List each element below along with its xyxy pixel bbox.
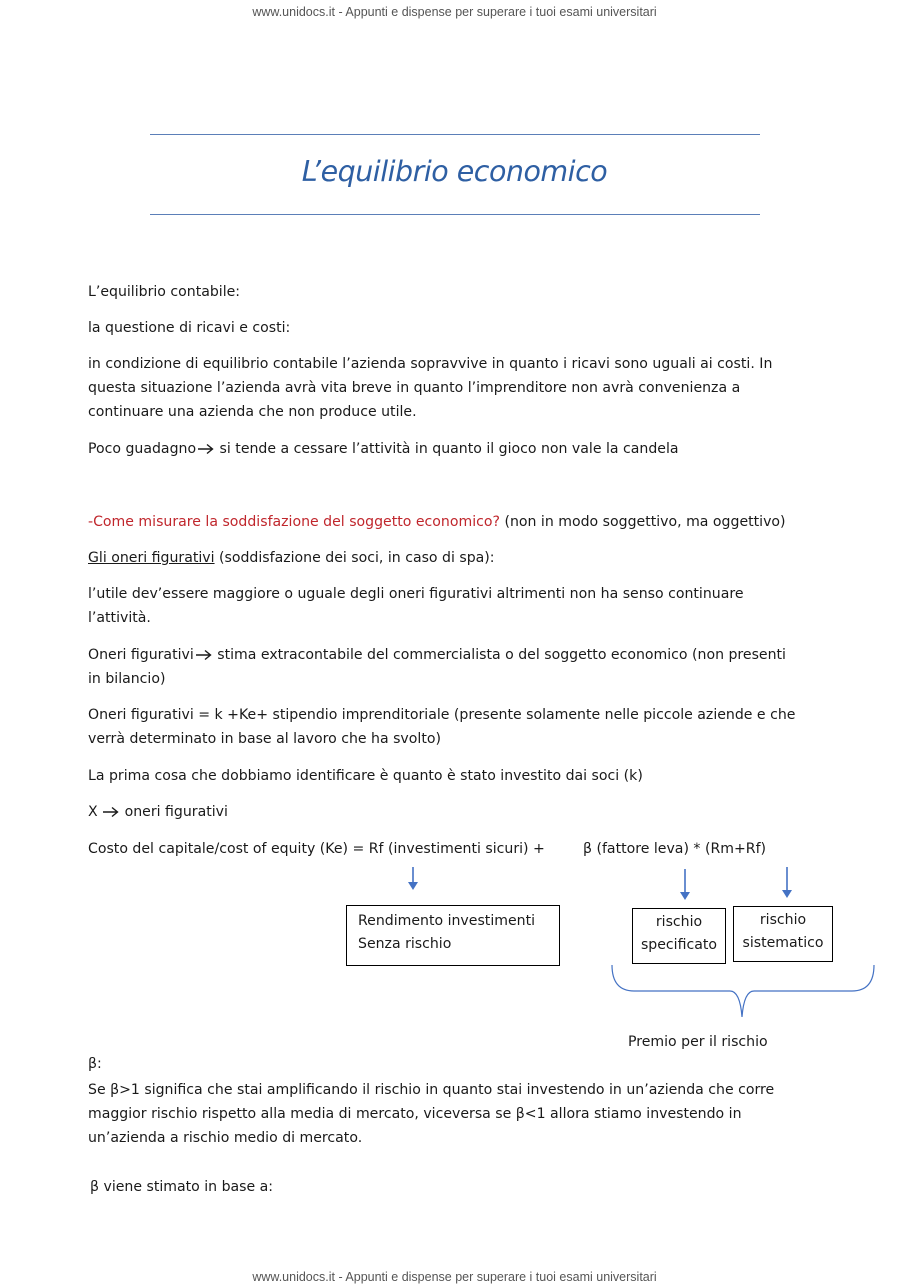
brace-connector (606, 962, 880, 1020)
cost-of-equity-left: Costo del capitale/cost of equity (Ke) = Rf (investimenti sicuri) + (88, 841, 545, 857)
oneri-figurativi-heading: Gli oneri figurativi (88, 550, 215, 566)
paragraph-come-misurare (88, 510, 828, 534)
paragraph-equilibrio-contabile: L’equilibrio contabile: (88, 284, 241, 300)
question-highlight: -Come misurare la soddisfazione del soggetto economico? (88, 514, 500, 530)
arrow-right-icon (102, 806, 120, 818)
stima-text: stima extracontabile del commercialista o del soggetto economico (non presenti (212, 647, 786, 663)
oneri-figurativi-note: (soddisfazione dei soci, in caso di spa): (214, 550, 495, 566)
box-rischio-sistematico (733, 906, 833, 962)
premio-rischio-label: Premio per il rischio (628, 1034, 768, 1050)
beta-line3: un’azienda a rischio medio di mercato. (88, 1130, 363, 1146)
paragraph-condizione-line3: continuare una azienda che non produce utile. (88, 404, 417, 420)
title-rule-bottom (150, 214, 760, 215)
paragraph-stima-line2: in bilancio) (88, 671, 166, 687)
paragraph-formula-line2: verrà determinato in base al lavoro che ha svolto) (88, 731, 441, 747)
beta-formula: β (fattore leva) * (Rm+Rf) (583, 841, 767, 857)
page-title: L’equilibrio economico (301, 155, 608, 188)
beta-line1: Se β>1 significa che stai amplificando il rischio in quanto stai investendo in un’azienda che corre (88, 1082, 775, 1098)
paragraph-condizione-line1: in condizione di equilibrio contabile l’azienda sopravvive in quanto i ricavi sono uguali ai costi. In (88, 356, 773, 372)
paragraph-x-oneri (88, 800, 828, 824)
arrow-down-icon (676, 868, 694, 902)
box-rendimento-line2: Senza rischio (358, 936, 452, 952)
arrow-right-icon (195, 649, 213, 661)
arrow-down-icon (404, 866, 422, 892)
watermark-top: www.unidocs.it - Appunti e dispense per superare i tuoi esami universitari (252, 5, 657, 19)
paragraph-stima-line1 (88, 643, 828, 667)
arrow-right-icon (197, 443, 215, 455)
beta-heading: β: (88, 1056, 102, 1072)
x-text: oneri figurativi (120, 804, 228, 820)
paragraph-formula-line1: Oneri figurativi = k +Ke+ stipendio imprenditoriale (presente solamente nelle piccole aziende e che (88, 707, 796, 723)
poco-guadagno-label: Poco guadagno (88, 441, 197, 457)
question-rest: (non in modo soggettivo, ma oggettivo) (499, 514, 786, 530)
beta-line2: maggior rischio rispetto alla media di mercato, viceversa se β<1 allora stiamo investendo in (88, 1106, 742, 1122)
beta-stimato: β viene stimato in base a: (90, 1179, 274, 1195)
arrow-down-icon (778, 866, 796, 900)
paragraph-utile-line1: l’utile dev’essere maggiore o uguale degli oneri figurativi altrimenti non ha senso continuare (88, 586, 744, 602)
stima-label: Oneri figurativi (88, 647, 194, 663)
paragraph-ricavi-costi: la questione di ricavi e costi: (88, 320, 291, 336)
box-specificato-line1: rischio (655, 914, 703, 930)
box-sistematico-line2: sistematico (742, 935, 824, 951)
box-rischio-specificato (632, 908, 726, 964)
x-label: X (88, 804, 103, 820)
title-rule-top (150, 134, 760, 135)
paragraph-condizione-line2: questa situazione l’azienda avrà vita breve in quanto l’imprenditore non avrà convenienza a (88, 380, 741, 396)
paragraph-prima-cosa: La prima cosa che dobbiamo identificare è quanto è stato investito dai soci (k) (88, 768, 643, 784)
box-sistematico-line1: rischio (759, 912, 807, 928)
box-rendimento-line1: Rendimento investimenti (358, 913, 536, 929)
watermark-bottom: www.unidocs.it - Appunti e dispense per superare i tuoi esami universitari (252, 1270, 657, 1284)
paragraph-utile-line2: l’attività. (88, 610, 151, 626)
paragraph-poco-guadagno (88, 437, 828, 461)
box-specificato-line2: specificato (640, 937, 718, 953)
poco-guadagno-text: si tende a cessare l’attività in quanto il gioco non vale la candela (215, 441, 679, 457)
box-rendimento-senza-rischio (346, 905, 560, 966)
paragraph-oneri-figurativi (88, 546, 828, 570)
